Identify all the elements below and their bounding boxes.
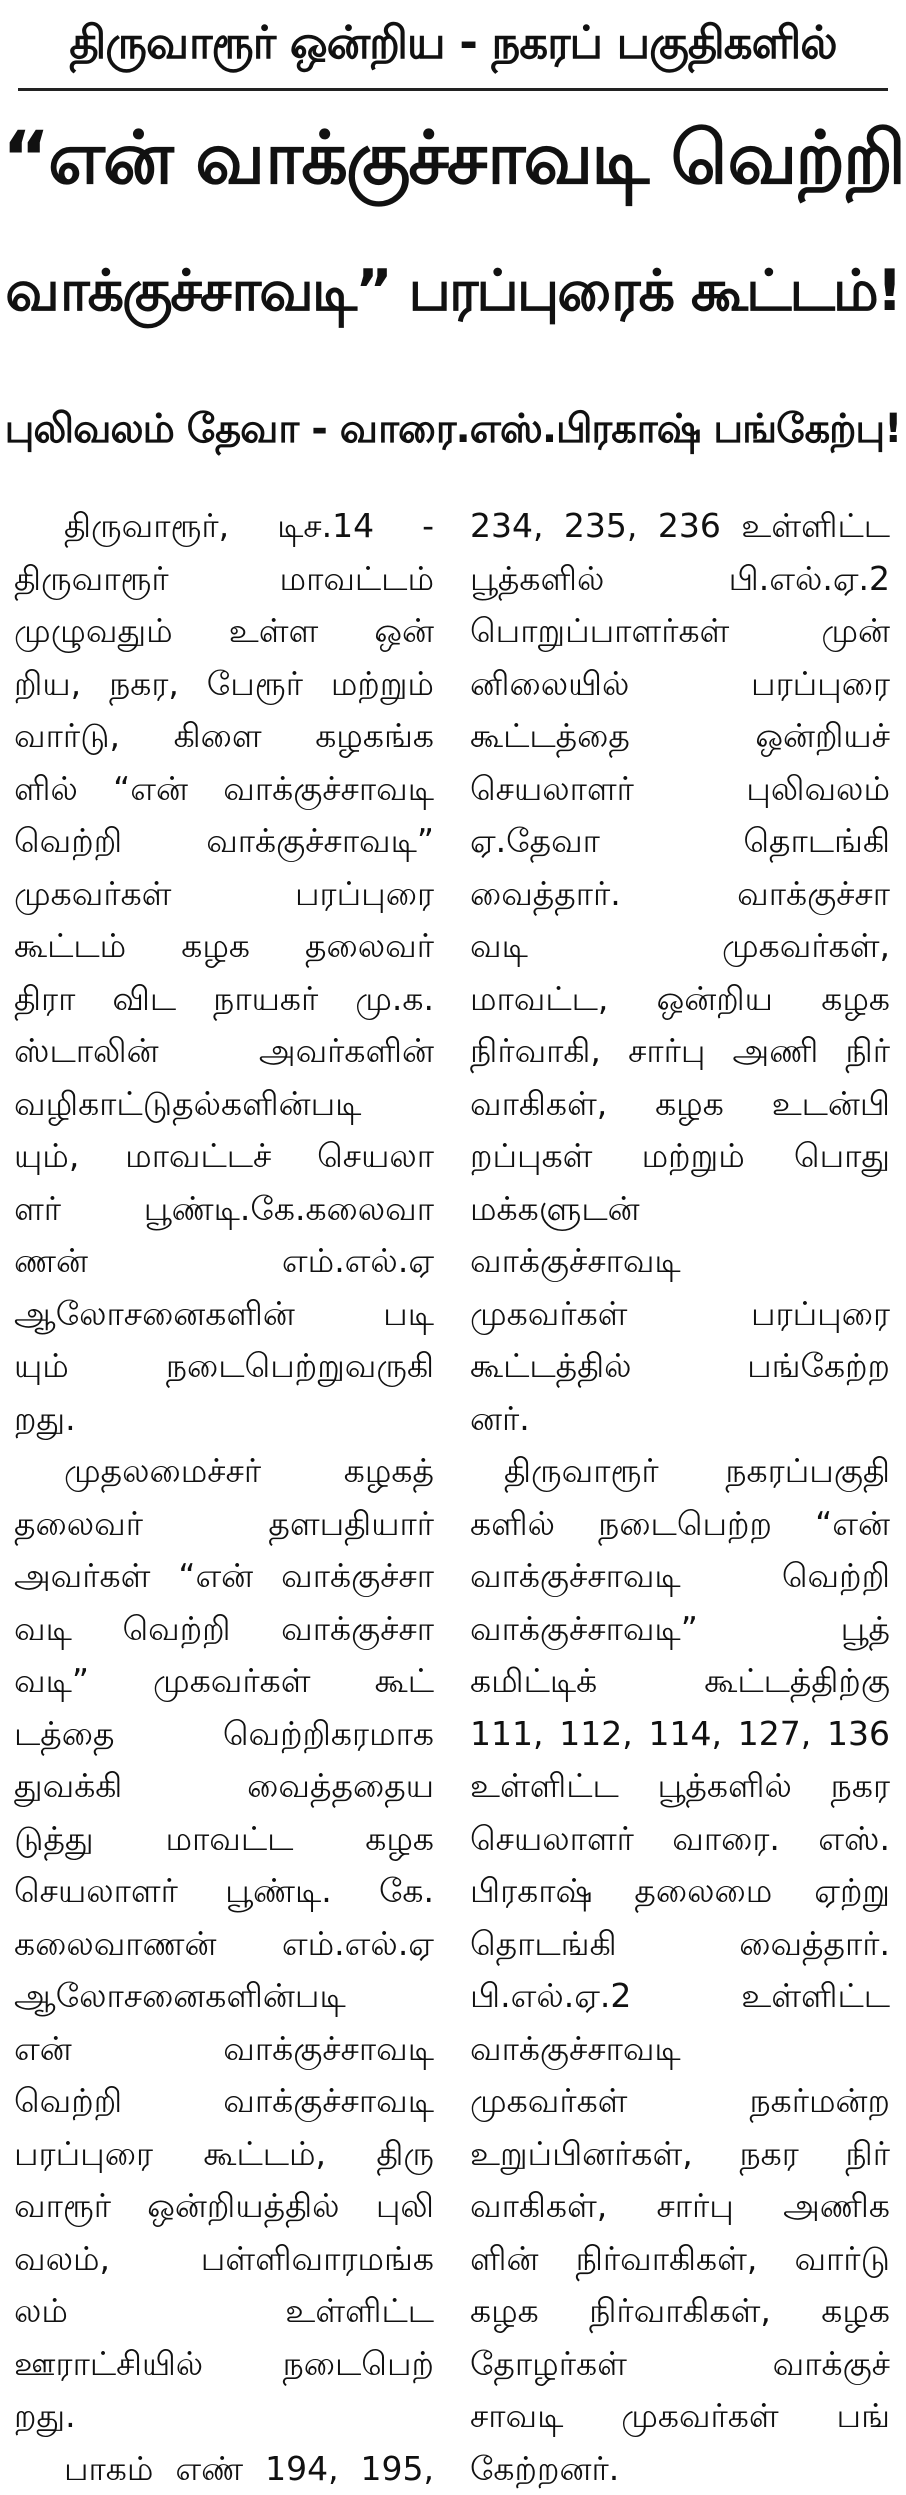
text-line: மக்களுடன் (470, 1183, 890, 1236)
text-line: ணன் எம்.எல்.ஏ (14, 1235, 434, 1288)
text-line: ஊராட்சியில் நடைபெற் (14, 2338, 434, 2391)
text-line: செயலாளர் பூண்டி. கே. (14, 1865, 434, 1918)
text-line: வழிகாட்டுதல்களின்படி (14, 1078, 434, 1131)
text-line: முகவர்கள் பரப்புரை (470, 1288, 890, 1341)
text-line: உறுப்பினர்கள், நகர நிர் (470, 2128, 890, 2181)
text-line: னிலையில் பரப்புரை (470, 658, 890, 711)
text-line: லம் உள்ளிட்ட (14, 2285, 434, 2338)
text-line: 234, 235, 236 உள்ளிட்ட (470, 500, 890, 553)
text-line: கூட்டத்தை ஒன்றியச் (470, 710, 890, 763)
text-line: திருவாரூர் மாவட்டம் (14, 553, 434, 606)
text-line: களில் நடைபெற்ற “என் (470, 1498, 890, 1551)
text-line: வாரூர் ஒன்றியத்தில் புலி (14, 2180, 434, 2233)
text-line: செயலாளர் வாரை. எஸ். (470, 1813, 890, 1866)
text-line: வடி வெற்றி வாக்குச்சா (14, 1603, 434, 1656)
kicker-heading: திருவாரூர் ஒன்றிய - நகரப் பகுதிகளில் (0, 4, 906, 82)
text-line: முகவர்கள் பரப்புரை (14, 868, 434, 921)
text-line: வாக்குச்சாவடி (470, 2023, 890, 2076)
text-line: நிர்வாகி, சார்பு அணி நிர் (470, 1025, 890, 1078)
text-line: கேற்றனர். (470, 2443, 890, 2495)
text-line: செயலாளர் புலிவலம் (470, 763, 890, 816)
text-line: யும், மாவட்டச் செயலா (14, 1130, 434, 1183)
text-line: வாக்குச்சாவடி வெற்றி (470, 1550, 890, 1603)
text-line: முதலமைச்சர் கழகத் (14, 1445, 434, 1498)
text-line: ஆலோசனைகளின்படி (14, 1970, 434, 2023)
heading-rule (18, 88, 888, 91)
text-line: வாகிகள், சார்பு அணிக (470, 2180, 890, 2233)
subheadline: புலிவலம் தேவா - வாரை.எஸ்.பிரகாஷ் பங்கேற்பு! (0, 388, 906, 470)
text-line: கூட்டம் கழக தலைவர் (14, 920, 434, 973)
text-line: பாகம் எண் 194, 195, (14, 2443, 434, 2495)
text-line: றப்புகள் மற்றும் பொது (470, 1130, 890, 1183)
text-line: டுத்து மாவட்ட கழக (14, 1813, 434, 1866)
text-line: கழக நிர்வாகிகள், கழக (470, 2285, 890, 2338)
text-line: ஏ.தேவா தொடங்கி (470, 815, 890, 868)
text-line: ஆலோசனைகளின் படி (14, 1288, 434, 1341)
text-line: ளின் நிர்வாகிகள், வார்டு (470, 2233, 890, 2286)
text-line: சாவடி முகவர்கள் பங் (470, 2390, 890, 2443)
text-line: தோழர்கள் வாக்குச் (470, 2338, 890, 2391)
text-line: வைத்தார். வாக்குச்சா (470, 868, 890, 921)
text-line: வடி முகவர்கள், (470, 920, 890, 973)
text-line: வாக்குச்சாவடி (470, 1235, 890, 1288)
text-line: முழுவதும் உள்ள ஒன் (14, 605, 434, 658)
text-line: றிய, நகர, பேரூர் மற்றும் (14, 658, 434, 711)
text-line: தொடங்கி வைத்தார். (470, 1918, 890, 1971)
text-line: உள்ளிட்ட பூத்களில் நகர (470, 1760, 890, 1813)
text-line: திருவாரூர் நகரப்பகுதி (470, 1445, 890, 1498)
text-line: பரப்புரை கூட்டம், திரு (14, 2128, 434, 2181)
text-line: திருவாரூர், டிச.14 - (14, 500, 434, 553)
text-line: றது. (14, 1393, 434, 1446)
text-line: கமிட்டிக் கூட்டத்திற்கு (470, 1655, 890, 1708)
text-line: வாகிகள், கழக உடன்பி (470, 1078, 890, 1131)
text-line: வெற்றி வாக்குச்சாவடி” (14, 815, 434, 868)
text-line: அவர்கள் “என் வாக்குச்சா (14, 1550, 434, 1603)
text-line: யும் நடைபெற்றுவருகி (14, 1340, 434, 1393)
headline-line-1: “என் வாக்குச்சாவடி வெற்றி (0, 100, 906, 218)
text-line: தலைவர் தளபதியார் (14, 1498, 434, 1551)
text-line: பூத்களில் பி.எல்.ஏ.2 (470, 553, 890, 606)
text-line: வெற்றி வாக்குச்சாவடி (14, 2075, 434, 2128)
article-column-right (470, 500, 890, 2280)
text-line: வாக்குச்சாவடி” பூத் (470, 1603, 890, 1656)
text-line: முகவர்கள் நகர்மன்ற (470, 2075, 890, 2128)
text-line: வடி” முகவர்கள் கூட் (14, 1655, 434, 1708)
text-line: 111, 112, 114, 127, 136 (470, 1708, 890, 1761)
text-line: மாவட்ட, ஒன்றிய கழக (470, 973, 890, 1026)
text-line: கலைவாணன் எம்.எல்.ஏ (14, 1918, 434, 1971)
text-line: கூட்டத்தில் பங்கேற்ற (470, 1340, 890, 1393)
text-line: வார்டு, கிளை கழகங்க (14, 710, 434, 763)
text-line: பி.எல்.ஏ.2 உள்ளிட்ட (470, 1970, 890, 2023)
text-line: திரா விட நாயகர் மு.க. (14, 973, 434, 1026)
text-line: பொறுப்பாளர்கள் முன் (470, 605, 890, 658)
text-line: றது. (14, 2390, 434, 2443)
headline-line-2: வாக்குச்சாவடி” பரப்புரைக் கூட்டம்! (0, 232, 906, 350)
text-line: னர். (470, 1393, 890, 1446)
text-line: பிரகாஷ் தலைமை ஏற்று (470, 1865, 890, 1918)
text-line: என் வாக்குச்சாவடி (14, 2023, 434, 2076)
text-line: துவக்கி வைத்ததைய (14, 1760, 434, 1813)
text-line: டத்தை வெற்றிகரமாக (14, 1708, 434, 1761)
article-column-left (14, 500, 434, 2280)
text-line: வலம், பள்ளிவாரமங்க (14, 2233, 434, 2286)
text-line: ளர் பூண்டி.கே.கலைவா (14, 1183, 434, 1236)
text-line: ஸ்டாலின் அவர்களின் (14, 1025, 434, 1078)
text-line: ளில் “என் வாக்குச்சாவடி (14, 763, 434, 816)
